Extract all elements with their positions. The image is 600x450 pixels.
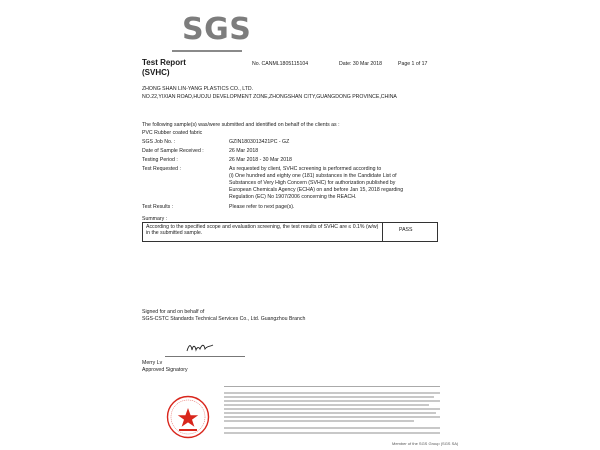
fine-print-line — [224, 416, 440, 418]
job-number-label: SGS Job No. : — [142, 139, 176, 145]
summary-divider — [382, 222, 383, 241]
test-results-value: Please refer to next page(s). — [229, 204, 295, 210]
summary-result: PASS — [399, 227, 413, 233]
test-requested-line-3: Substances of Very High Concern (SVHC) for authorization published by — [229, 180, 396, 186]
logo-underline — [172, 50, 242, 52]
received-date-label: Date of Sample Received : — [142, 148, 204, 154]
signing-company: SGS-CSTC Standards Technical Services Co., Ltd. Guangzhou Branch — [142, 316, 306, 322]
summary-text: According to the specified scope and evaluation screening, the test results of SVHC are ≤ 0.1% (w/w) in the submitted sample. — [146, 224, 379, 237]
signature-line — [165, 356, 245, 357]
test-requested-line-2: (i) One hundred and eighty one (181) substances in the Candidate List of — [229, 173, 397, 179]
signed-on-behalf: Signed for and on behalf of — [142, 309, 205, 315]
job-number-value: GZIN1803013421PC - GZ — [229, 139, 290, 145]
fine-print-line — [224, 392, 440, 394]
fine-print-line — [224, 400, 440, 402]
sgs-logo: SGS — [182, 12, 252, 47]
testing-period-label: Testing Period : — [142, 157, 178, 163]
test-requested-label: Test Requested : — [142, 166, 181, 172]
received-date-value: 26 Mar 2018 — [229, 148, 259, 154]
signatory-name: Merry Lv — [142, 360, 163, 366]
fine-print-line — [224, 412, 436, 414]
page-number: Page 1 of 17 — [398, 61, 428, 67]
address-line — [224, 427, 440, 429]
fine-print-line — [224, 404, 429, 406]
client-address: NO.22,YIXIAN ROAD,HUOJU DEVELOPMENT ZONE,ZHONGSHAN CITY,GUANGDONG PROVINCE,CHINA — [142, 94, 397, 100]
report-subtitle: (SVHC) — [142, 68, 170, 77]
address-line — [224, 432, 440, 434]
report-title: Test Report — [142, 58, 186, 67]
test-results-label: Test Results : — [142, 204, 174, 210]
fine-print-rule — [224, 386, 440, 387]
test-requested-line-1: As requested by client, SVHC screening is performed according to — [229, 166, 382, 172]
summary-label: Summary : — [142, 216, 168, 222]
client-name: ZHONG SHAN LIN-YANG PLASTICS CO., LTD. — [142, 86, 254, 92]
fine-print-line — [224, 408, 440, 410]
signature-scribble — [186, 341, 214, 355]
signatory-role: Approved Signatory — [142, 367, 188, 373]
sample-name: PVC Rubber coated fabric — [142, 130, 203, 136]
test-requested-line-5: Regulation (EC) No 1907/2006 concerning the REACH. — [229, 194, 357, 200]
sgs-group-member: Member of the SGS Group (SGS SA) — [392, 441, 459, 446]
testing-period-value: 26 Mar 2018 - 30 Mar 2018 — [229, 157, 292, 163]
company-seal-stamp — [166, 395, 210, 439]
report-number: No. CANML1805115104 — [252, 61, 309, 67]
report-date: Date: 30 Mar 2018 — [339, 61, 382, 67]
fine-print-line — [224, 420, 414, 422]
fine-print-line — [224, 396, 434, 398]
sample-intro: The following sample(s) was/were submitted and identified on behalf of the clients as : — [142, 122, 340, 128]
test-requested-line-4: European Chemicals Agency (ECHA) on and before Jan 15, 2018 regarding — [229, 187, 404, 193]
